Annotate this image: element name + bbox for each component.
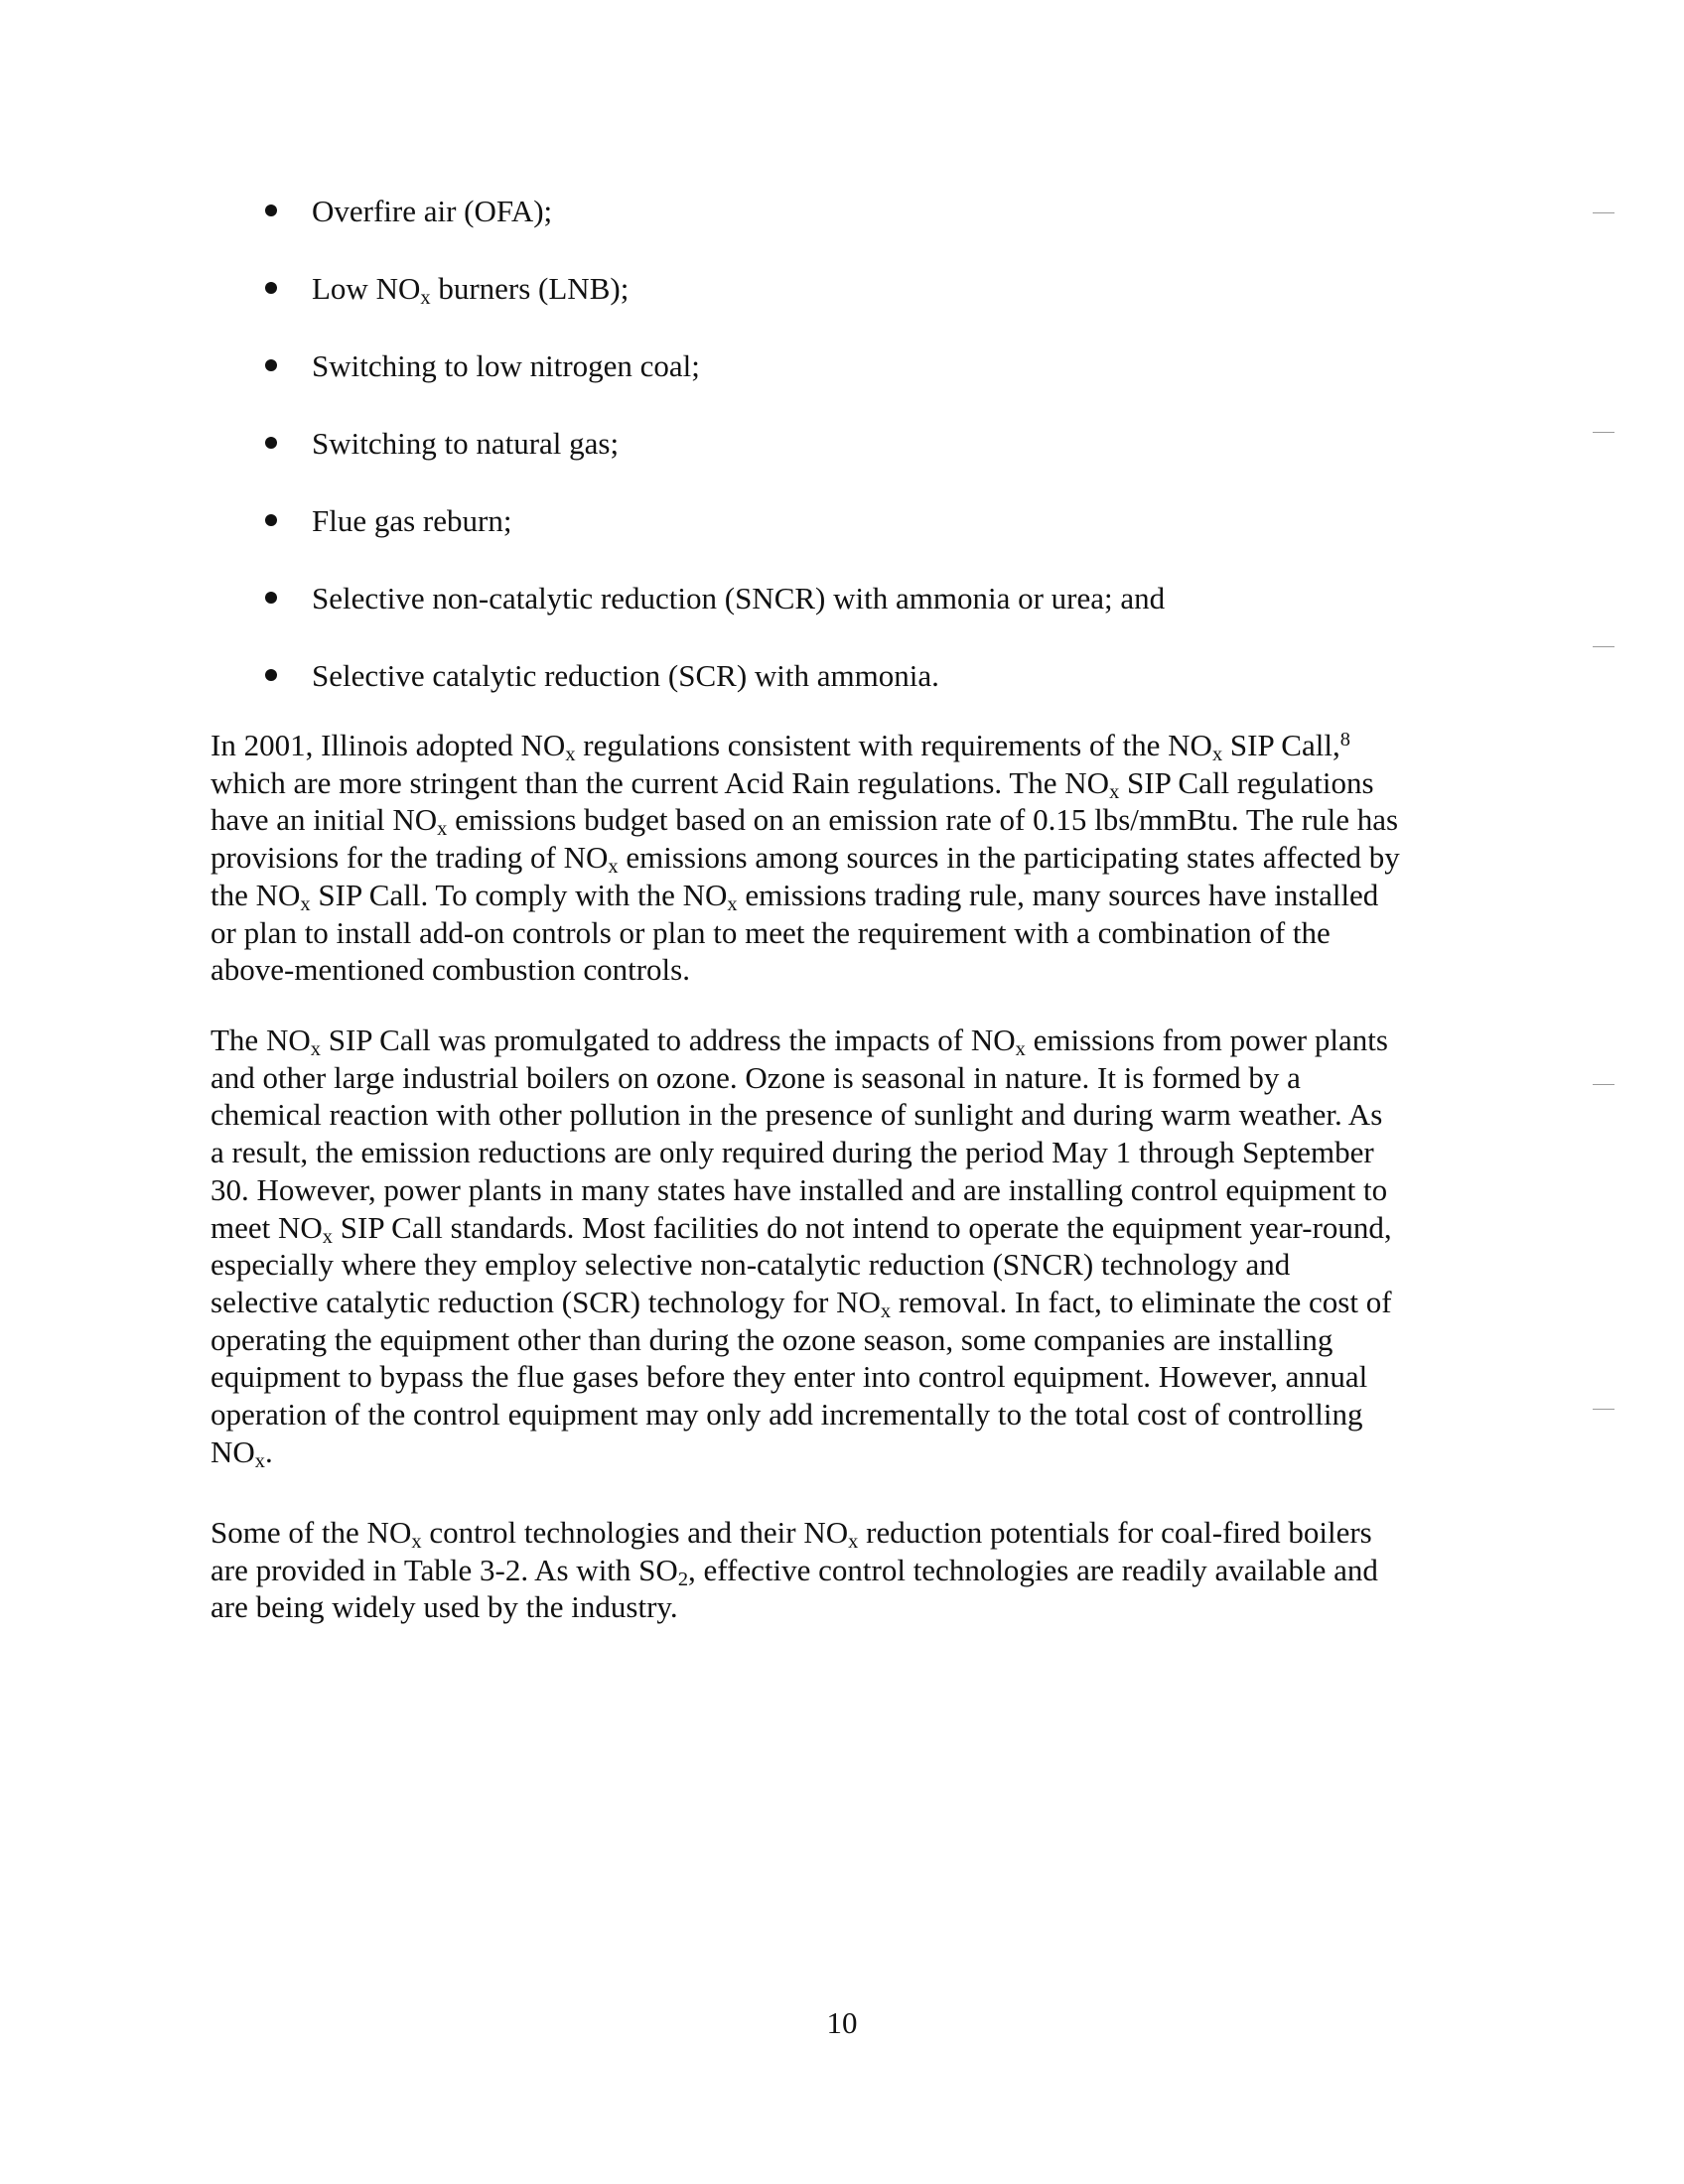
text-run: emissions trading rule, many sources have installed or plan to install add-on controls or plan to meet the requirement with a combination of the above-mentioned combustion controls. — [210, 877, 1379, 988]
bullet-dot-icon — [265, 437, 277, 449]
subscript: x — [1015, 1038, 1026, 1061]
control-options-list — [256, 187, 1408, 729]
bullet-item — [256, 496, 1408, 574]
subscript: x — [565, 744, 576, 766]
text-run: reduction potentials for coal-fired boilers are provided in Table 3-2. As with SO — [210, 1515, 1372, 1587]
bullet-text: Selective catalytic reduction (SCR) with ammonia. — [312, 658, 939, 693]
text-run: which are more stringent than the current Acid Rain regulations. The NO — [210, 764, 1110, 800]
bullet-dot-icon — [265, 205, 277, 216]
text-run: . — [265, 1433, 273, 1469]
text-run: SIP Call regulations have an initial NO — [210, 764, 1374, 838]
subscript: x — [437, 818, 448, 841]
bullet-item — [256, 187, 1408, 264]
bullet-text: burners (LNB); — [430, 271, 630, 306]
bullet-item — [256, 419, 1408, 496]
bullet-text: Overfire air (OFA); — [312, 194, 553, 228]
text-run: emissions from power plants and other large industrial boilers on ozone. Ozone is seasonal in nature. It is formed by a chemical reaction with other pollution in the presence of sunlight and during warm weather. As a result, the emission reductions are only required during the period May 1 through September 30. However, power plants in many states have installed and are installing control equipment to meet NO — [210, 1023, 1388, 1245]
margin-tick — [1593, 212, 1614, 213]
subscript: x — [727, 892, 738, 915]
text-run: regulations consistent with requirements of the NO — [575, 728, 1212, 762]
subscript: x — [1211, 744, 1223, 766]
bullet-item — [256, 341, 1408, 419]
bullet-item — [256, 264, 1408, 341]
text-run: SIP Call was promulgated to address the impacts of NO — [320, 1023, 1016, 1057]
page-number: 10 — [826, 2005, 858, 2040]
text-run: SIP Call. To comply with the NO — [310, 877, 728, 912]
text-run: SIP Call, — [1222, 728, 1340, 762]
text-run: removal. In fact, to eliminate the cost of operating the equipment other than during the ozone season, some companies are installing equipment to bypass the flue gases before they enter into control equipment. However, annual operation of the control equipment may only add incrementally to the total cost of controlling NO — [210, 1284, 1392, 1469]
text-run: , effective control technologies are readily available and are being widely used by the industry. — [210, 1552, 1378, 1625]
text-run: The NO — [210, 1023, 311, 1057]
paragraph-control-technologies — [210, 1514, 1402, 1626]
text-run: In 2001, Illinois adopted NO — [210, 728, 566, 762]
bullet-text: Selective non-catalytic reduction (SNCR) with ammonia or urea; and — [312, 581, 1166, 615]
subscript: x — [848, 1531, 859, 1554]
subscript: x — [1109, 780, 1120, 803]
paragraph-sip-call-ozone — [210, 1022, 1402, 1470]
subscript: x — [411, 1531, 422, 1554]
subscript: x — [254, 1449, 265, 1472]
bullet-item — [256, 574, 1408, 651]
bullet-item — [256, 651, 1408, 729]
bullet-dot-icon — [265, 359, 277, 371]
text-run: emissions among sources in the participating states affected by the NO — [210, 840, 1400, 912]
subscript: x — [420, 287, 431, 310]
bullet-text: Flue gas reburn; — [312, 503, 512, 538]
bullet-dot-icon — [265, 282, 277, 294]
bullet-text: Switching to natural gas; — [312, 426, 620, 461]
margin-tick — [1593, 1409, 1614, 1410]
text-run: control technologies and their NO — [421, 1515, 849, 1550]
text-run: emissions budget based on an emission rate of 0.15 lbs/mmBtu. The rule has provisions for the trading of NO — [210, 802, 1399, 876]
bullet-dot-icon — [265, 669, 277, 681]
subscript: x — [880, 1300, 892, 1323]
text-run: Some of the NO — [210, 1515, 412, 1550]
bullet-text: Switching to low nitrogen coal; — [312, 348, 700, 383]
subscript: x — [310, 1038, 321, 1061]
margin-tick — [1593, 1084, 1614, 1085]
subscript: x — [300, 892, 311, 915]
footnote-ref: 8 — [1339, 728, 1350, 751]
text-run: SIP Call standards. Most facilities do not intend to operate the equipment year-round, especially where they employ selective non-catalytic reduction (SNCR) technology and selective catalytic reduction (SCR) technology for NO — [210, 1209, 1392, 1319]
subscript: x — [608, 856, 619, 879]
bullet-dot-icon — [265, 514, 277, 526]
bullet-text: Low NO — [312, 271, 421, 306]
subscript: x — [322, 1225, 333, 1248]
bullet-dot-icon — [265, 592, 277, 604]
paragraph-nox-regulations — [210, 727, 1402, 989]
margin-tick — [1593, 646, 1614, 647]
subscript: 2 — [677, 1568, 689, 1590]
margin-tick — [1593, 432, 1614, 433]
